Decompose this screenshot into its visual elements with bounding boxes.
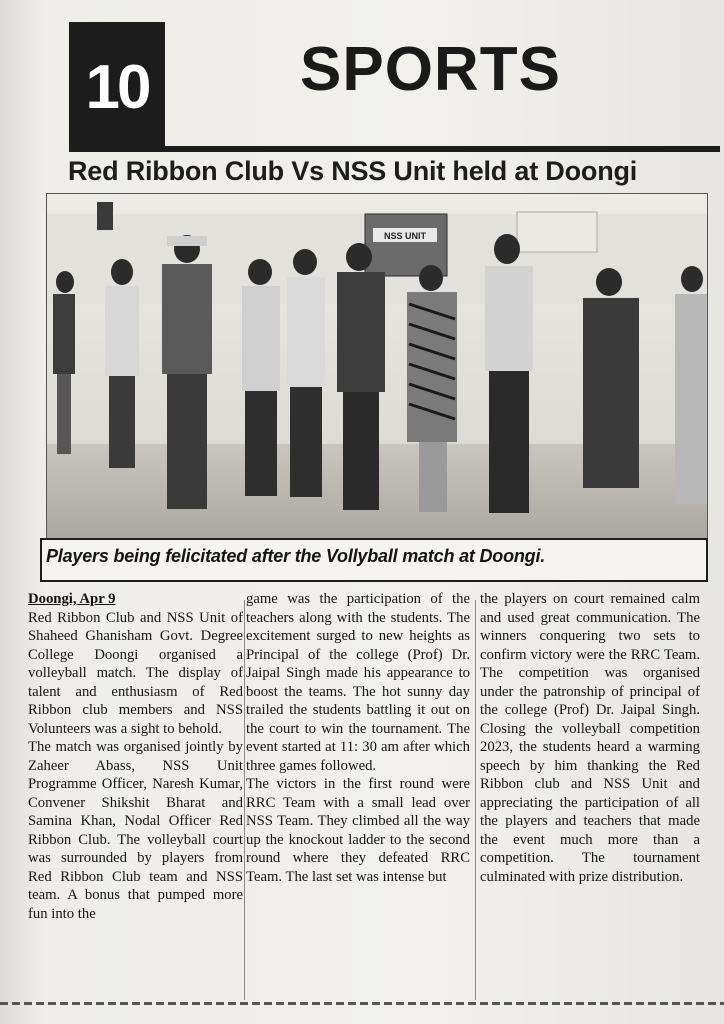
paragraph: the players on court remained calm and used great communication. The winners conquering two sets to confirm victory were the RRC Team. The competition was organised under the patronship of principal of the college (Prof) Dr. Jaipal Singh. Closing the volleyball competition 2023, the students heard a warming speech by him thanking the Red Ribbon club and NSS Unit and appreciating the participation of all the players and teachers that made the event much more than a competition. The tournament culminated with prize distribution. [480,591,700,885]
paragraph: Red Ribbon Club and NSS Unit of Shaheed Ghanisham Govt. Degree College Doongi organised a volleyball match. The display of talent and enthusiasm of Red Ribbon club members and NSS Volunteers was a sight to behold. [28,609,243,737]
paragraph: The victors in the first round were RRC Team with a small lead over NSS Team. They climbed all the way up the knockout ladder to the second round where they defeated RRC Team. The last set was intense but [246,776,470,885]
column-divider [475,600,476,1000]
section-title: SPORTS [300,35,561,104]
photo-illustration [47,194,707,546]
article-photo [46,193,708,547]
header-rule [69,146,720,152]
photo-caption-box [40,538,708,582]
photo-caption: Players being felicitated after the Vollyball match at Doongi. [46,546,546,566]
article-column-1 [28,590,243,923]
article-column-3 [480,590,700,886]
page-number: 10 [85,52,149,122]
page-number-box [69,22,165,152]
article-headline: Red Ribbon Club Vs NSS Unit held at Doongi [68,156,638,186]
dateline: Doongi, Apr 9 [28,591,116,607]
banner-text: NSS UNIT [383,231,427,241]
paragraph: The match was organised jointly by Zaheer Abass, NSS Unit Programme Officer, Naresh Kumar, Convener Shikshit Bharat and Samina Khan, Nodal Officer Red Ribbon Club. The volleyball court was surrounded by players from Red Ribbon Club team and NSS team. A bonus that pumped more fun into the [28,739,243,922]
bleed-through-text [160,0,720,22]
column-divider [244,600,245,1000]
article-column-2 [246,590,470,886]
bottom-rule [0,1002,724,1005]
paragraph: game was the participation of the teachers along with the students. The excitement surged to new heights as Principal of the college (Prof) Dr. Jaipal Singh made his appearance to boost the teams. The hot sunny day trailed the students battling it out on the court to win the tournament. The event started at 11: 30 am after which three games followed. [246,591,470,774]
